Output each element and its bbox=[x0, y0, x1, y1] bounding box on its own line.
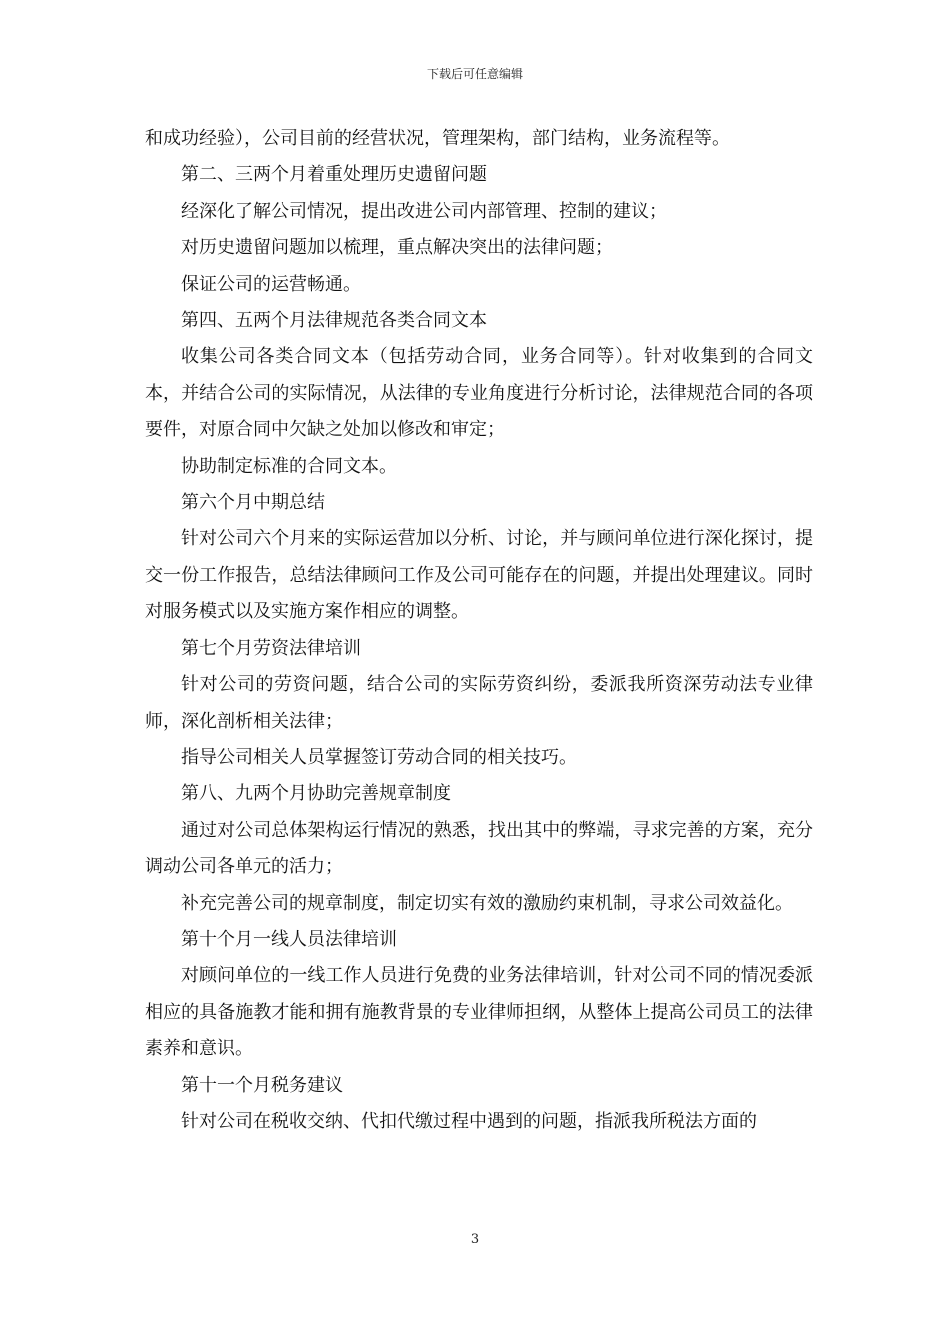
paragraph: 针对公司在税收交纳、代扣代缴过程中遇到的问题，指派我所税法方面的 bbox=[181, 1110, 757, 1132]
document-body bbox=[145, 121, 813, 1140]
paragraph: 保证公司的运营畅通。 bbox=[181, 273, 361, 295]
section-heading: 第四、五两个月法律规范各类合同文本 bbox=[181, 310, 487, 332]
paragraph: 补充完善公司的规章制度，制定切实有效的激励约束机制，寻求公司效益化。 bbox=[181, 892, 793, 914]
paragraph: 针对公司的劳资问题，结合公司的实际劳资纠纷，委派我所资深劳动法专业律师，深化剖析相关法律； bbox=[145, 674, 813, 732]
paragraph: 指导公司相关人员掌握签订劳动合同的相关技巧。 bbox=[181, 746, 577, 768]
paragraph: 针对公司六个月来的实际运营加以分析、讨论，并与顾问单位进行深化探讨，提交一份工作报告，总结法律顾问工作及公司可能存在的问题，并提出处理建议。同时对服务模式以及实施方案作相应的调整。 bbox=[145, 528, 813, 623]
paragraph: 对历史遗留问题加以梳理，重点解决突出的法律问题； bbox=[181, 237, 613, 259]
page-number: 3 bbox=[470, 1232, 480, 1247]
page-header: 下载后可任意编辑 bbox=[426, 67, 523, 81]
section-heading: 第六个月中期总结 bbox=[181, 492, 325, 514]
section-heading: 第十个月一线人员法律培训 bbox=[181, 928, 397, 950]
section-heading: 第十一个月税务建议 bbox=[181, 1074, 343, 1096]
paragraph: 通过对公司总体架构运行情况的熟悉，找出其中的弊端，寻求完善的方案，充分调动公司各单元的活力； bbox=[145, 819, 813, 878]
paragraph: 经深化了解公司情况，提出改进公司内部管理、控制的建议； bbox=[181, 200, 667, 222]
paragraph: 协助制定标准的合同文本。 bbox=[181, 455, 397, 477]
paragraph: 收集公司各类合同文本（包括劳动合同，业务合同等）。针对收集到的合同文本，并结合公司的实际情况，从法律的专业角度进行分析讨论，法律规范合同的各项要件，对原合同中欠缺之处加以修改和审定； bbox=[145, 346, 813, 441]
section-heading: 第八、九两个月协助完善规章制度 bbox=[181, 783, 451, 805]
section-heading: 第二、三两个月着重处理历史遗留问题 bbox=[181, 164, 487, 186]
paragraph-continued: 和成功经验），公司目前的经营状况，管理架构，部门结构，业务流程等。 bbox=[145, 128, 730, 149]
paragraph: 对顾问单位的一线工作人员进行免费的业务法律培训，针对公司不同的情况委派相应的具备施教才能和拥有施教背景的专业律师担纲，从整体上提高公司员工的法律素养和意识。 bbox=[145, 965, 813, 1060]
section-heading: 第七个月劳资法律培训 bbox=[181, 637, 361, 659]
